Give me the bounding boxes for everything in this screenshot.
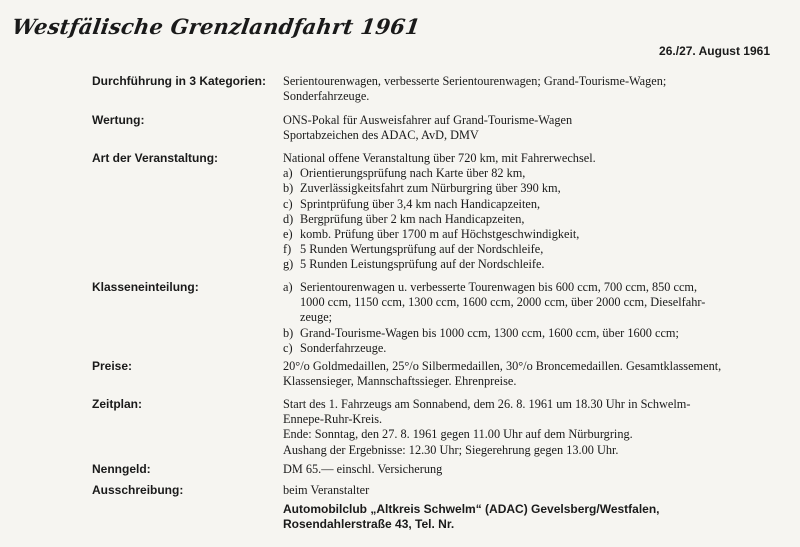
list-item	[283, 181, 783, 196]
text-line: Ende: Sonntag, den 27. 8. 1961 gegen 11.00 Uhr auf dem Nürburgring.	[283, 427, 633, 442]
section-content	[283, 462, 783, 477]
text-line: Sonderfahrzeuge.	[283, 89, 370, 104]
list-marker: c)	[283, 196, 293, 211]
section-label: Durchführung in 3 Kategorien:	[92, 74, 266, 88]
section-content	[283, 113, 783, 143]
list-text: Orientierungsprüfung nach Karte über 82 km,	[300, 166, 526, 181]
event-date: 26./27. August 1961	[659, 44, 770, 58]
list-text: Grand-Tourisme-Wagen bis 1000 ccm, 1300 ccm, 1600 ccm, über 1600 ccm;	[300, 325, 679, 340]
text-line: Serientourenwagen, verbesserte Serientourenwagen; Grand-Tourisme-Wagen;	[283, 74, 667, 88]
text-line: DM 65.— einschl. Versicherung	[283, 462, 443, 476]
section-content	[283, 74, 783, 104]
section-content	[283, 280, 783, 356]
section-content	[283, 359, 783, 389]
section-content	[283, 151, 783, 273]
list-item	[283, 257, 783, 272]
list-text: Serientourenwagen u. verbesserte Tourenwagen bis 600 ccm, 700 ccm, 850 ccm,	[300, 280, 698, 294]
list-marker: e)	[283, 226, 293, 241]
text-line: Start des 1. Fahrzeugs am Sonnabend, dem 26. 8. 1961 um 18.30 Uhr in Schwelm-	[283, 397, 691, 411]
list-item	[283, 280, 783, 326]
list-marker: b)	[283, 325, 294, 340]
list-text: komb. Prüfung über 1700 m auf Höchstgeschwindigkeit,	[300, 226, 580, 241]
list-text: Zuverlässigkeitsfahrt zum Nürburgring über 390 km,	[300, 181, 561, 196]
list-text: Bergprüfung über 2 km nach Handicapzeiten,	[300, 211, 525, 226]
list-marker: f)	[283, 242, 292, 257]
list-item	[283, 341, 783, 356]
section-content	[283, 483, 783, 533]
list-item	[283, 227, 783, 242]
list-item	[283, 166, 783, 181]
list-marker: d)	[283, 211, 294, 226]
list-marker: a)	[283, 166, 293, 181]
section-label: Klasseneinteilung:	[92, 280, 199, 294]
list-marker: a)	[283, 280, 293, 294]
section-label: Art der Veranstaltung:	[92, 151, 219, 165]
section-label: Wertung:	[92, 113, 145, 127]
section-label: Zeitplan:	[92, 397, 142, 411]
text-line: Klassensieger, Mannschaftssieger. Ehrenpreise.	[283, 374, 517, 389]
list-text: Sonderfahrzeuge.	[300, 340, 387, 355]
text-line: Aushang der Ergebnisse: 12.30 Uhr; Siegerehrung gegen 13.00 Uhr.	[283, 442, 619, 457]
text-line: Ennepe-Ruhr-Kreis.	[283, 412, 383, 427]
list-text: zeuge;	[300, 310, 333, 325]
text-line: ONS-Pokal für Ausweisfahrer auf Grand-Tourisme-Wagen	[283, 113, 573, 127]
text-line: Sportabzeichen des ADAC, AvD, DMV	[283, 128, 479, 143]
list-item	[283, 212, 783, 227]
organizer-address: Rosendahlerstraße 43, Tel. Nr.	[283, 517, 455, 532]
list-text: Sprintprüfung über 3,4 km nach Handicapzeiten,	[300, 196, 541, 211]
section-label: Ausschreibung:	[92, 483, 184, 497]
list-text: 5 Runden Wertungsprüfung auf der Nordschleife,	[300, 242, 544, 257]
text-line: beim Veranstalter	[283, 483, 370, 497]
list-item	[283, 242, 783, 257]
list-item	[283, 326, 783, 341]
list-marker: g)	[283, 257, 294, 272]
list-text: 5 Runden Leistungsprüfung auf der Nordschleife.	[300, 257, 545, 272]
text-line: 20°/o Goldmedaillen, 25°/o Silbermedaillen, 30°/o Broncemedaillen. Gesamtklassement,	[283, 359, 722, 373]
organizer-name: Automobilclub „Altkreis Schwelm“ (ADAC) Gevelsberg/Westfalen,	[283, 502, 660, 517]
section-content	[283, 397, 783, 458]
list-marker: b)	[283, 181, 294, 196]
document-title: Westfälische Grenzlandfahrt 1961	[10, 14, 422, 39]
section-label: Preise:	[92, 359, 133, 373]
list-marker: c)	[283, 340, 293, 355]
list-item	[283, 197, 783, 212]
text-line: National offene Veranstaltung über 720 km, mit Fahrerwechsel.	[283, 151, 596, 165]
list-text: 1000 ccm, 1150 ccm, 1300 ccm, 1600 ccm, 2000 ccm, über 2000 ccm, Dieselfahr-	[300, 295, 706, 310]
section-label: Nenngeld:	[92, 462, 151, 476]
